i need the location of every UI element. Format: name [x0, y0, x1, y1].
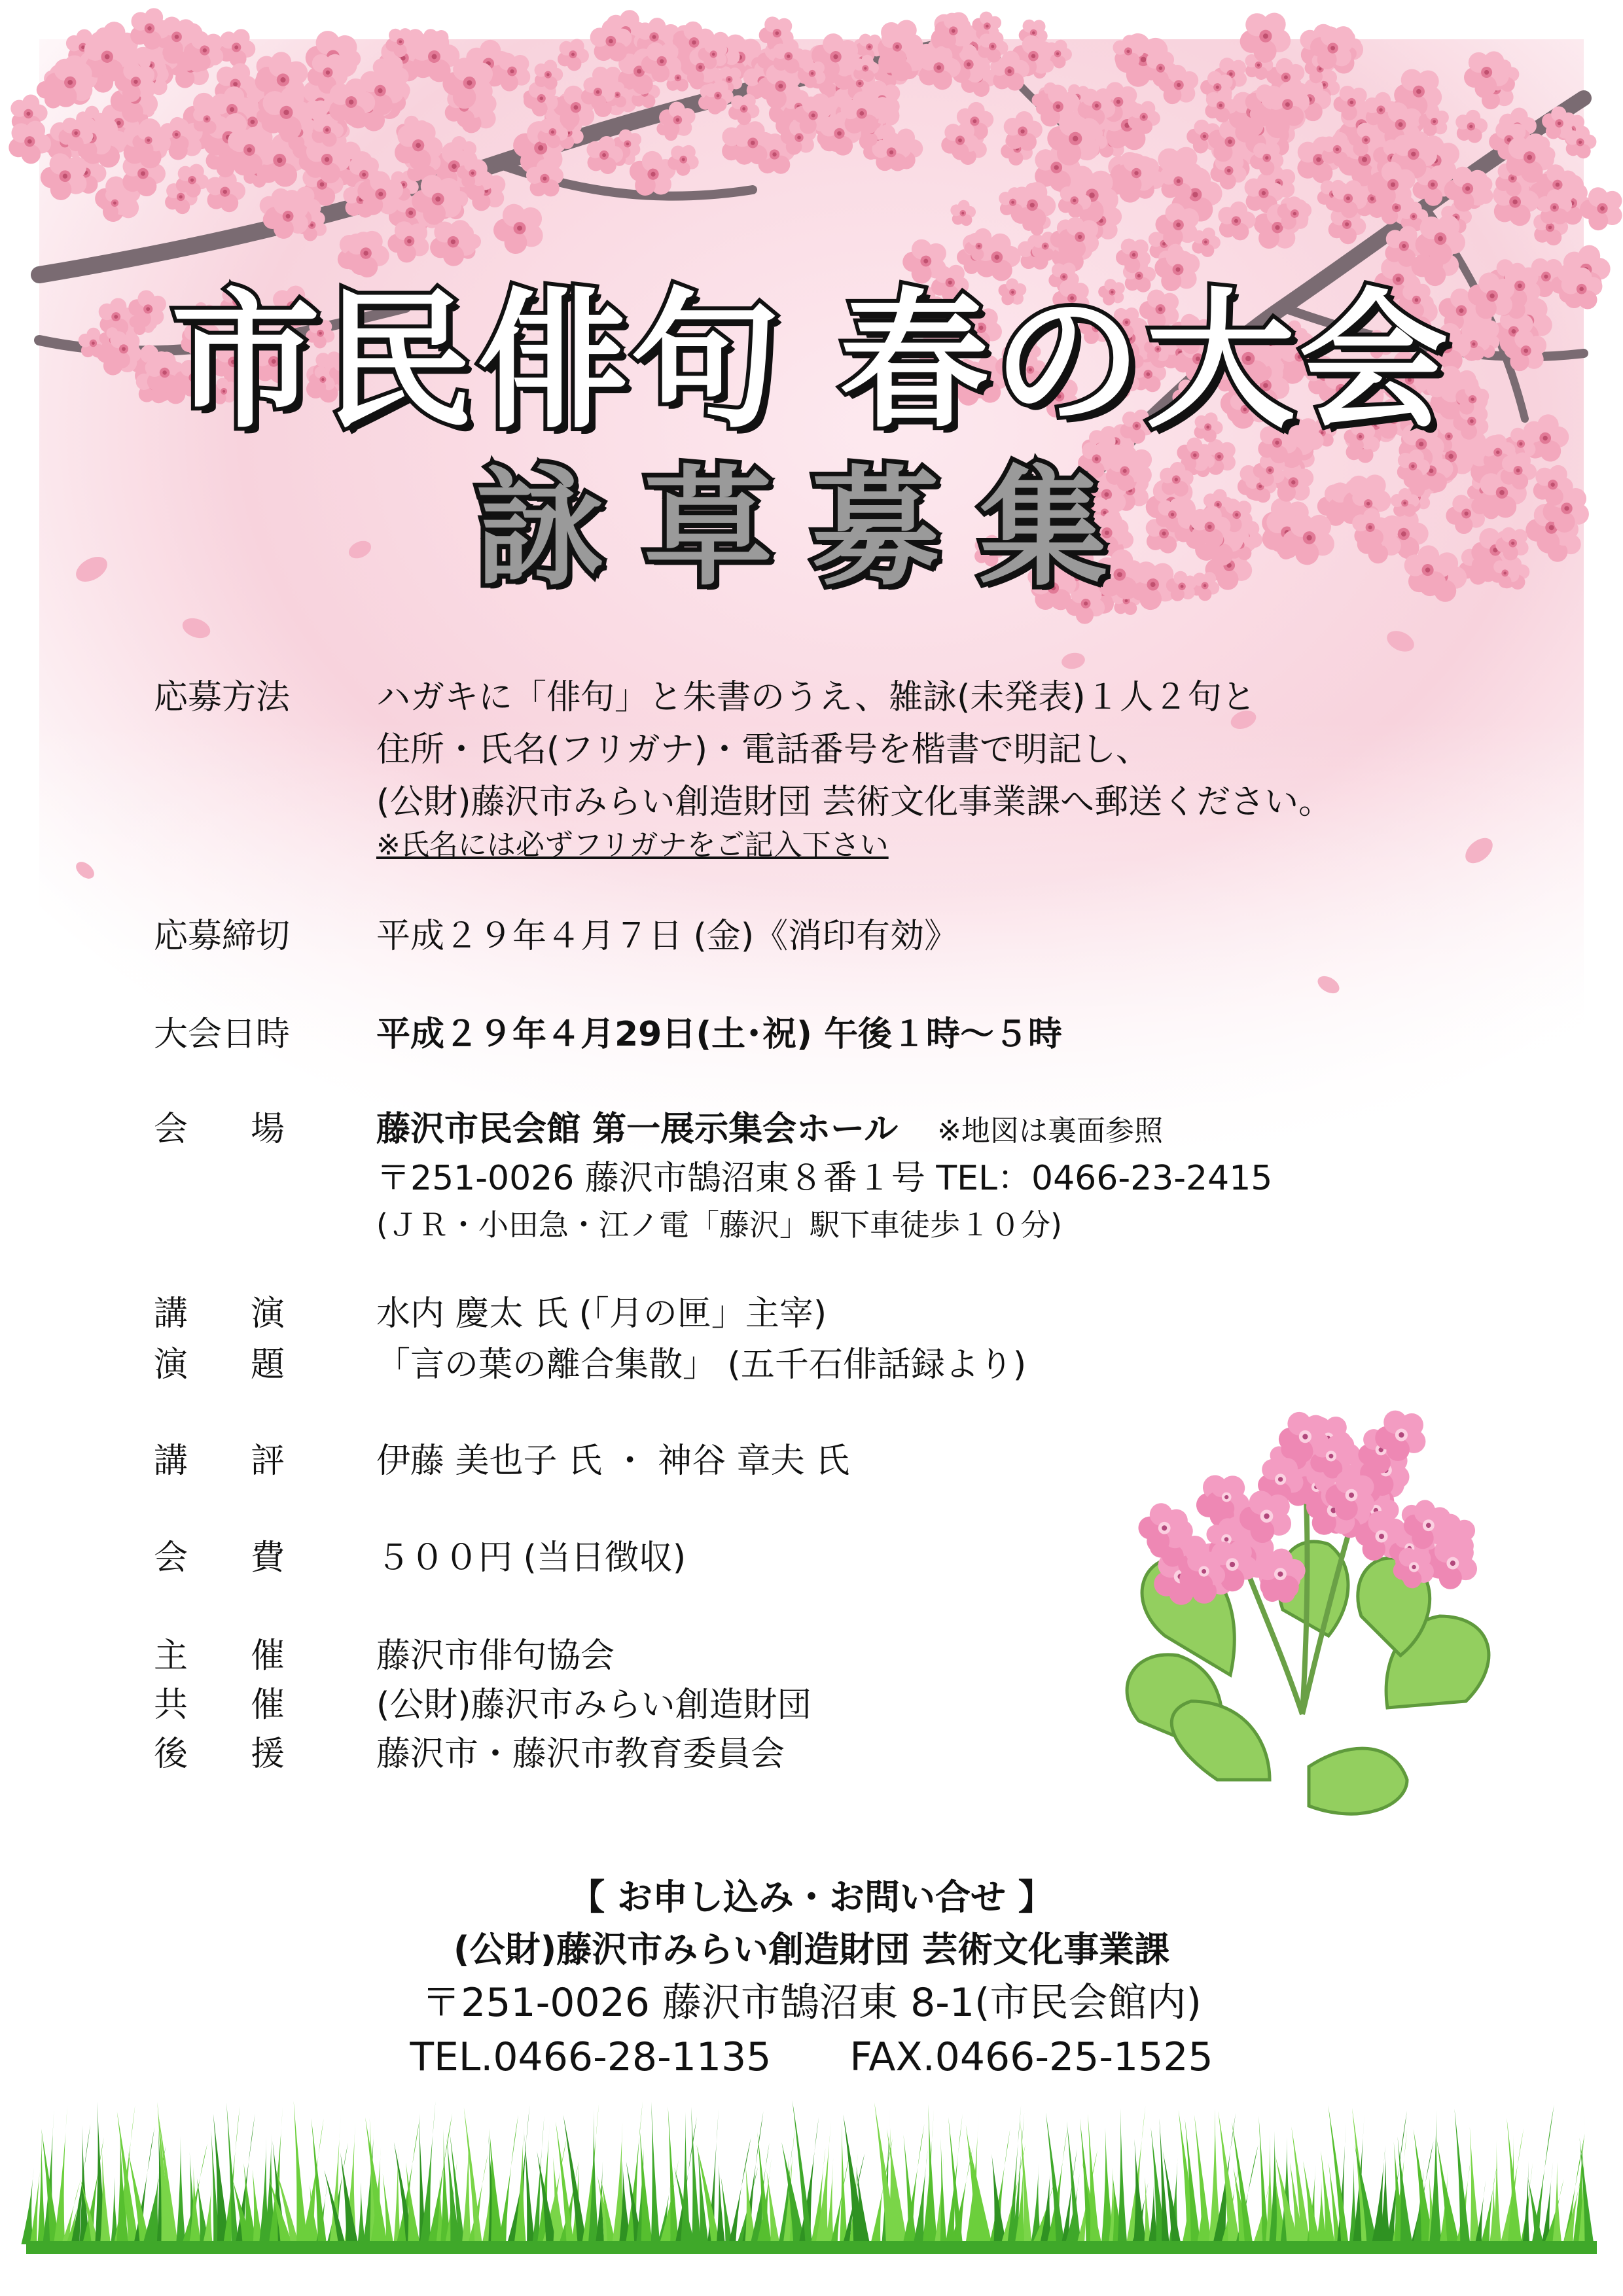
fee-label: 会費 — [154, 1538, 348, 1578]
host-label: 主催 — [154, 1636, 348, 1676]
venue-address: 〒251-0026 藤沢市鵠沼東８番１号 TEL：0466-23-2415 — [376, 1159, 1273, 1198]
support-value: 藤沢市・藤沢市教育委員会 — [376, 1735, 785, 1774]
review-value: 伊藤 美也子 氏 ・ 神谷 章夫 氏 — [376, 1441, 850, 1481]
contact-address: 〒251-0026 藤沢市鵠沼東 8-1(市民会館内) — [421, 1980, 1202, 2026]
deadline-value: 平成２９年４月７日 (金)《消印有効》 — [376, 917, 959, 956]
host-value: 藤沢市俳句協会 — [376, 1636, 615, 1676]
lecture-label: 講演 — [154, 1294, 348, 1333]
contact-heading: 【 お申し込み・お問い合せ 】 — [569, 1877, 1054, 1918]
fee-value: ５００円 (当日徴収) — [376, 1538, 687, 1578]
theme-label: 演題 — [154, 1345, 348, 1385]
cohost-label: 共催 — [154, 1686, 348, 1725]
cohost-value: (公財)藤沢市みらい創造財団 — [376, 1686, 812, 1725]
method-line-2: 住所・氏名(フリガナ)・電話番号を楷書で明記し、 — [376, 730, 1150, 769]
contact-org: (公財)藤沢市みらい創造財団 芸術文化事業課 — [453, 1929, 1170, 1970]
venue-map-note: ※地図は裏面参照 — [937, 1114, 1163, 1148]
method-line-1: ハガキに「俳句」と朱書のうえ、雑詠(未発表)１人２句と — [376, 678, 1256, 717]
venue-access: (ＪＲ・小田急・江ノ電「藤沢」駅下車徒歩１０分) — [376, 1207, 1062, 1243]
contact-fax: FAX.0466-25-1525 — [849, 2034, 1213, 2080]
page-subtitle: 詠草募集 — [476, 454, 1147, 603]
page-title: 市民俳句 春の大会 — [171, 274, 1452, 448]
lecture-value: 水内 慶太 氏 (「月の匣」主宰) — [376, 1294, 827, 1333]
deadline-label: 応募締切 — [154, 917, 291, 956]
date-value: 平成２９年４月29日(土･祝) 午後１時～５時 — [376, 1015, 1062, 1054]
primrose-plant — [1127, 1399, 1489, 1814]
date-label: 大会日時 — [154, 1015, 291, 1054]
venue-label: 会場 — [154, 1110, 348, 1149]
support-label: 後援 — [154, 1735, 348, 1774]
review-label: 講評 — [154, 1441, 348, 1481]
method-note: ※氏名には必ずフリガナをご記入下さい — [376, 828, 889, 862]
theme-value: 「言の葉の離合集散」 (五千石俳話録より) — [376, 1345, 1027, 1385]
contact-block — [0, 1871, 1623, 2085]
contact-tel: TEL.0466-28-1135 — [410, 2034, 772, 2080]
venue-name: 藤沢市民会館 第一展示集会ホール — [376, 1110, 899, 1149]
method-label: 応募方法 — [154, 678, 291, 717]
grass-border — [22, 2100, 1597, 2254]
method-line-3: (公財)藤沢市みらい創造財団 芸術文化事業課へ郵送ください。 — [376, 783, 1333, 822]
